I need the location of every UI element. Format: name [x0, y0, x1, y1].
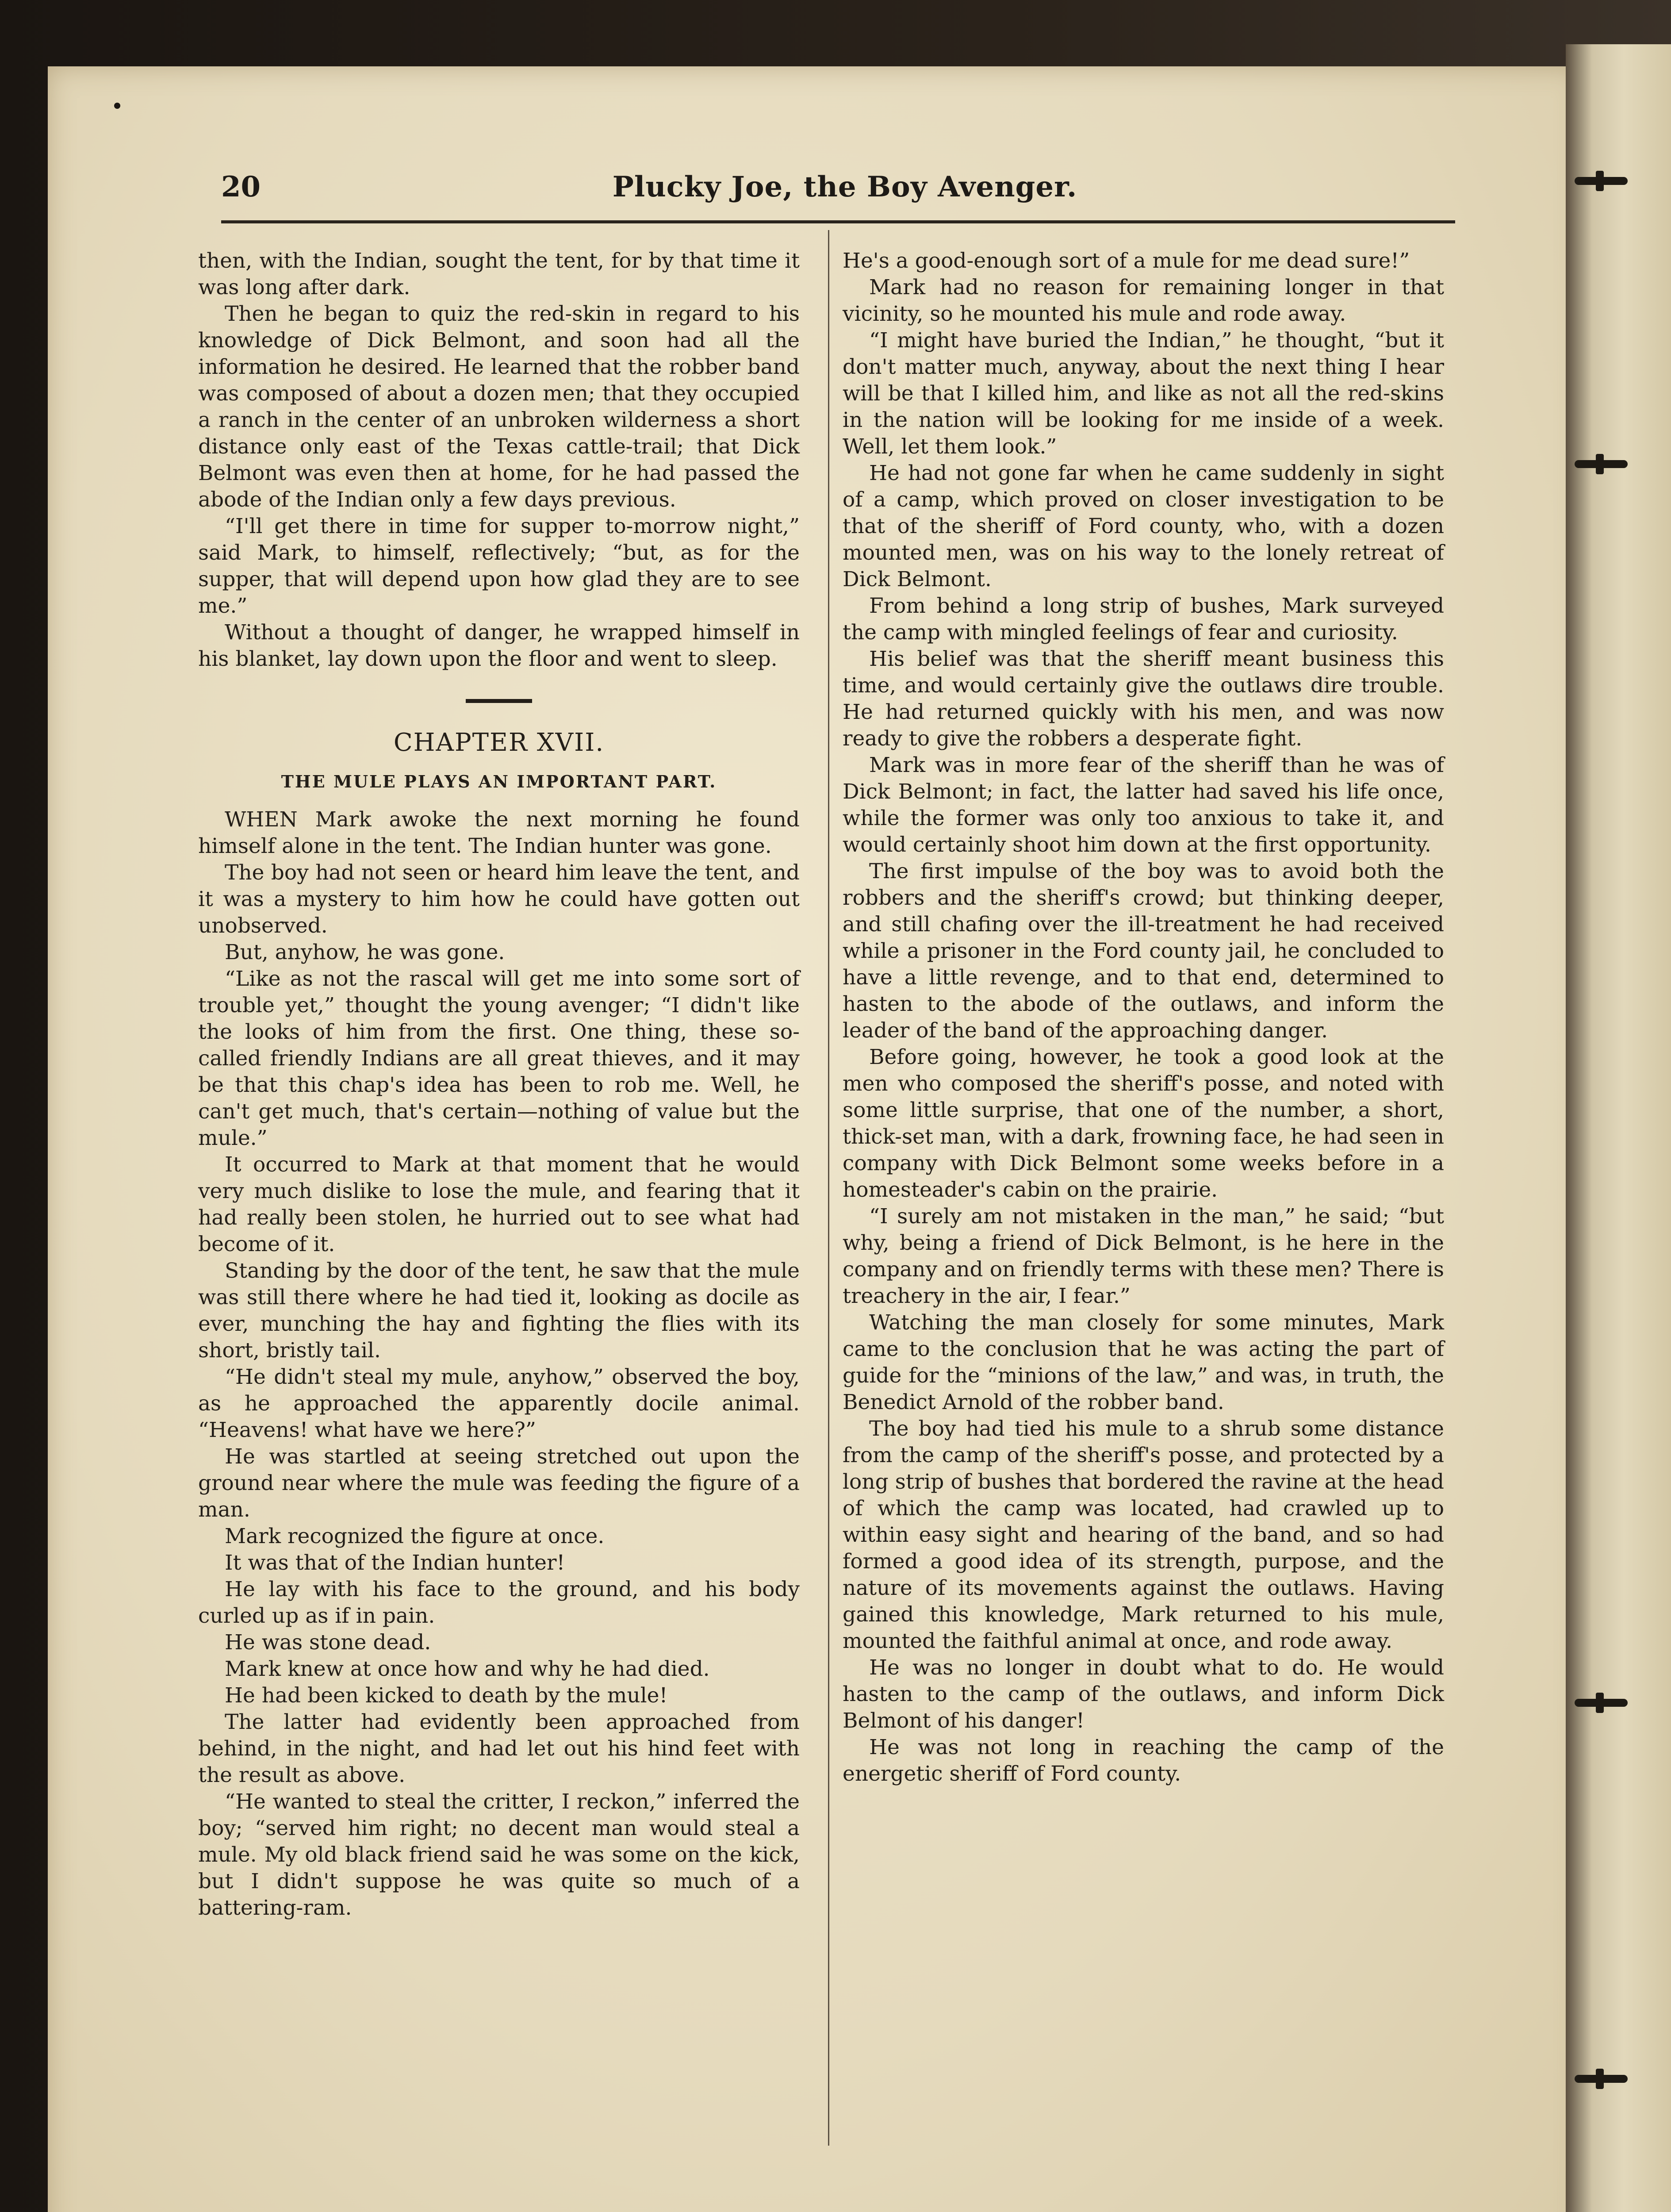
paragraph: “Like as not the rascal will get me into some sort of trouble yet,” thought the young avenger; “I didn't like the looks of him from the first. One thing, these so-called friendly Indians are all great thieves, and it may be that this chap's idea has been to rob me. Well, he can't get much, that's certain—nothing of value but the mule.”	[198, 967, 800, 1150]
page-number: 20	[221, 170, 261, 204]
paragraph: He was no longer in doubt what to do. He would hasten to the camp of the outlaws, and inform Dick Belmont of his danger!	[843, 1655, 1444, 1733]
paragraph: WHEN Mark awoke the next morning he found himself alone in the tent. The Indian hunter was gone.	[198, 807, 800, 858]
paragraph: Before going, however, he took a good look at the men who composed the sheriff's posse, and noted with some little surprise, that one of the number, a short, thick-set man, with a dark, frowning face, he had seen in company with Dick Belmont some weeks before in a homesteader's cabin on the prairie.	[843, 1045, 1444, 1202]
page-header	[221, 170, 1468, 215]
paragraph: He lay with his face to the ground, and his body curled up as if in pain.	[198, 1577, 800, 1628]
paragraph: Mark had no reason for remaining longer in that vicinity, so he mounted his mule and rode away.	[843, 275, 1444, 326]
book-gutter	[1566, 44, 1671, 2212]
paragraph: “He didn't steal my mule, anyhow,” observed the boy, as he approached the apparently docile animal. “Heavens! what have we here?”	[198, 1365, 800, 1442]
paragraph: It occurred to Mark at that moment that he would very much dislike to lose the mule, and fearing that it had really been stolen, he hurried out to see what had become of it.	[198, 1152, 800, 1256]
paragraph: From behind a long strip of bushes, Mark surveyed the camp with mingled feelings of fear and curiosity.	[843, 594, 1444, 645]
binding-staple	[1575, 2075, 1628, 2083]
paragraph: It was that of the Indian hunter!	[225, 1551, 565, 1575]
paragraph: Standing by the door of the tent, he saw that the mule was still there where he had tied it, looking as docile as ever, munching the hay and fighting the flies with its short, bristly tail.	[198, 1259, 800, 1363]
right-column	[843, 248, 1444, 1787]
paragraph: Mark recognized the figure at once.	[225, 1524, 605, 1548]
paragraph: “I surely am not mistaken in the man,” he said; “but why, being a friend of Dick Belmont, is he here in the company and on friendly terms with these men? There is treachery in the air, I fear.”	[843, 1204, 1444, 1308]
left-column	[198, 248, 800, 1921]
running-title: Plucky Joe, the Boy Avenger.	[612, 170, 1077, 204]
paragraph: But, anyhow, he was gone.	[225, 940, 505, 964]
column-divider	[828, 230, 829, 2146]
chapter-title: CHAPTER XVII.	[393, 728, 605, 757]
paragraph: Then he began to quiz the red-skin in regard to his knowledge of Dick Belmont, and soon had all the information he desired. He learned that the robber band was composed of about a dozen men; that they occupied a ranch in the center of an unbroken wilderness a short distance only east of the Texas cattle-trail; that Dick Belmont was even then at home, for he had passed the abode of the Indian only a few days previous.	[198, 302, 800, 512]
paragraph: The first impulse of the boy was to avoid both the robbers and the sheriff's crowd; but thinking deeper, and still chafing over the ill-treatment he had received while a prisoner in the Ford county jail, he concluded to have a little revenge, and to that end, determined to hasten to the abode of the outlaws, and inform the leader of the band of the approaching danger.	[843, 859, 1444, 1043]
binding-staple	[1575, 460, 1628, 468]
header-rule	[221, 220, 1455, 223]
paragraph: “He wanted to steal the critter, I reckon,” inferred the boy; “served him right; no decent man would steal a mule. My old black friend said he was some on the kick, but I didn't suppose he was quite so much of a battering-ram.	[198, 1790, 800, 1920]
paragraph: The boy had tied his mule to a shrub some distance from the camp of the sheriff's posse, and protected by a long strip of bushes that bordered the ravine at the head of which the camp was located, had crawled up to within easy sight and hearing of the band, and so had formed a good idea of its strength, purpose, and the nature of its movements against the outlaws. Having gained this knowledge, Mark returned to his mule, mounted the faithful animal at once, and rode away.	[843, 1417, 1444, 1653]
paragraph: His belief was that the sheriff meant business this time, and would certainly give the outlaws dire trouble. He had returned quickly with his men, and was now ready to give the robbers a desperate fight.	[843, 647, 1444, 751]
paragraph: “I'll get there in time for supper to-morrow night,” said Mark, to himself, reflectively; “but, as for the supper, that will depend upon how glad they are to see me.”	[198, 514, 800, 618]
paragraph: He was not long in reaching the camp of the energetic sheriff of Ford county.	[843, 1735, 1444, 1786]
paragraph: Watching the man closely for some minutes, Mark came to the conclusion that he was acting the part of guide for the “minions of the law,” and was, in truth, the Benedict Arnold of the robber band.	[843, 1310, 1444, 1414]
paragraph: He was startled at seeing stretched out upon the ground near where the mule was feeding the figure of a man.	[198, 1444, 800, 1522]
binding-staple	[1575, 177, 1628, 185]
paragraph: The boy had not seen or heard him leave the tent, and it was a mystery to him how he could have gotten out unobserved.	[198, 860, 800, 938]
chapter-subtitle: THE MULE PLAYS AN IMPORTANT PART.	[281, 772, 717, 791]
paragraph: Mark was in more fear of the sheriff than he was of Dick Belmont; in fact, the latter had saved his life once, while the former was only too anxious to take it, and would certainly shoot him down at the first opportunity.	[843, 753, 1444, 857]
section-break-rule	[466, 699, 532, 703]
paragraph: The latter had evidently been approached from behind, in the night, and had let out his hind feet with the result as above.	[198, 1710, 800, 1787]
paragraph: He's a good-enough sort of a mule for me dead sure!”	[843, 249, 1410, 273]
binding-staple	[1575, 1699, 1628, 1707]
paragraph: Mark knew at once how and why he had died.	[225, 1657, 710, 1681]
paragraph: He had not gone far when he came suddenly in sight of a camp, which proved on closer investigation to be that of the sheriff of Ford county, who, with a dozen mounted men, was on his way to the lonely retreat of Dick Belmont.	[843, 461, 1444, 591]
paragraph: then, with the Indian, sought the tent, for by that time it was long after dark.	[198, 249, 800, 300]
paragraph: He was stone dead.	[225, 1630, 431, 1655]
paragraph: “I might have buried the Indian,” he thought, “but it don't matter much, anyway, about the next thing I hear will be that I killed him, and like as not all the red-skins in the nation will be looking for me inside of a week. Well, let them look.”	[843, 328, 1444, 459]
paragraph: He had been kicked to death by the mule!	[225, 1683, 668, 1708]
paragraph: Without a thought of danger, he wrapped himself in his blanket, lay down upon the floor and went to sleep.	[198, 620, 800, 671]
ink-speck	[114, 103, 120, 109]
